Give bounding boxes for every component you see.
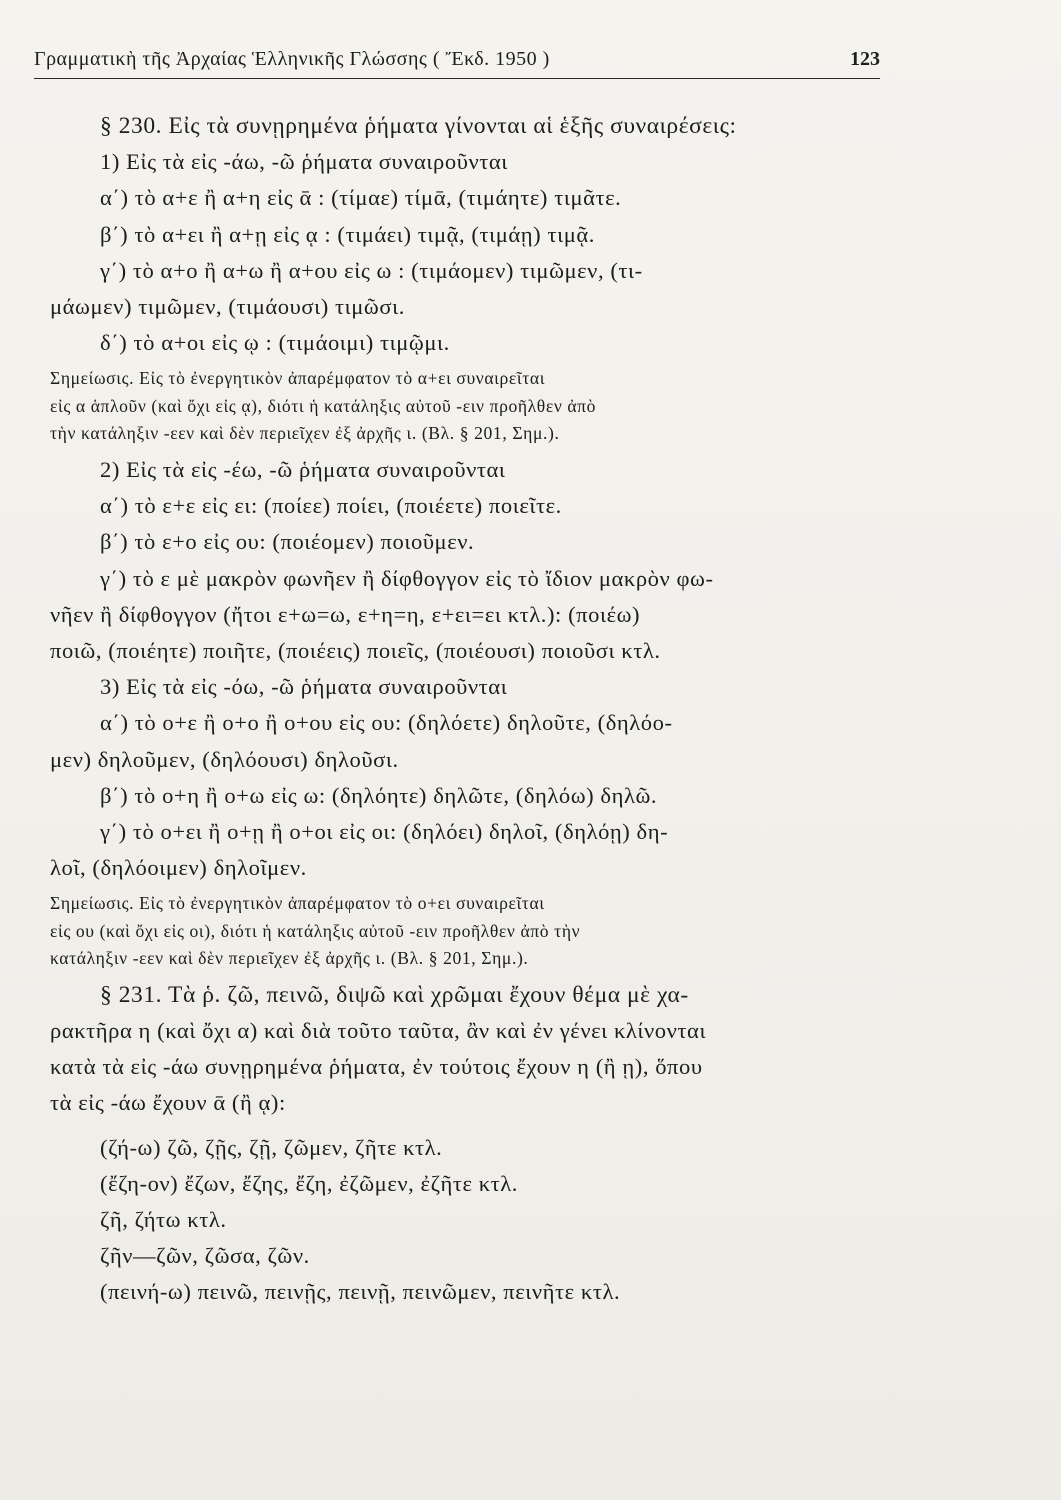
note-line: Σημείωσις. Εἰς τὸ ἐνεργητικὸν ἀπαρέμφατον τὸ α+ει συναιρεῖται [50, 368, 546, 389]
paradigm-line: ζῆν—ζῶν, ζῶσα, ζῶν. [100, 1243, 310, 1269]
text-line: μεν) δηλοῦμεν, (δηλόουσι) δηλοῦσι. [50, 746, 399, 772]
note-line: εἰς α ἁπλοῦν (καὶ ὄχι εἰς ᾳ), διότι ἡ κατάληξις αὐτοῦ -ειν προῆλθεν ἀπὸ [50, 395, 597, 416]
paradigm-line: (πεινή-ω) πεινῶ, πεινῇς, πεινῇ, πεινῶμεν, πεινῆτε κτλ. [100, 1279, 621, 1305]
text-line: α΄) τὸ ο+ε ἢ ο+ο ἢ ο+ου εἰς ου: (δηλόετε) δηλοῦτε, (δηλόο- [100, 710, 673, 736]
page-number: 123 [850, 48, 880, 70]
text-line: α΄) τὸ α+ε ἢ α+η εἰς ᾱ : (τίμαε) τίμᾱ, (τιμάητε) τιμᾶτε. [100, 185, 622, 211]
text-line: γ΄) τὸ α+ο ἢ α+ω ἢ α+ου εἰς ω : (τιμάομεν) τιμῶμεν, (τι- [100, 257, 643, 283]
text-line: β΄) τὸ ο+η ἢ ο+ω εἰς ω: (δηλόητε) δηλῶτε, (δηλόω) δηλῶ. [100, 782, 658, 808]
text-line: νῆεν ἢ δίφθογγον (ἤτοι ε+ω=ω, ε+η=η, ε+ει=ει κτλ.): (ποιέω) [50, 601, 641, 627]
section-231-heading: § 231. Τὰ ῥ. ζῶ, πεινῶ, διψῶ καὶ χρῶμαι ἔχουν θέμα μὲ χα- [100, 981, 689, 1008]
text-line: 2) Εἰς τὰ εἰς -έω, -ῶ ῥήματα συναιροῦνται [100, 456, 506, 482]
text-line: γ΄) τὸ ο+ει ἢ ο+ῃ ἢ ο+οι εἰς οι: (δηλόει) δηλοῖ, (δηλόῃ) δη- [100, 818, 669, 844]
page-body [50, 108, 890, 1311]
note-line: τὴν κατάληξιν -εεν καὶ δὲν περιεῖχεν ἐξ ἀρχῆς ι. (Βλ. § 201, Σημ.). [50, 423, 560, 444]
text-line: β΄) τὸ α+ει ἢ α+ῃ εἰς ᾳ : (τιμάει) τιμᾷ, (τιμάῃ) τιμᾷ. [100, 221, 595, 247]
text-line: μάωμεν) τιμῶμεν, (τιμάουσι) τιμῶσι. [50, 294, 405, 320]
text-line: δ΄) τὸ α+οι εἰς ῳ : (τιμάοιμι) τιμῷμι. [100, 330, 450, 356]
note-line: κατάληξιν -εεν καὶ δὲν περιεῖχεν ἐξ ἀρχῆς ι. (Βλ. § 201, Σημ.). [50, 948, 529, 969]
note-line: εἰς ου (καὶ ὄχι εἰς οι), διότι ἡ κατάληξις αὐτοῦ -ειν προῆλθεν ἀπὸ τὴν [50, 920, 581, 941]
page-header [34, 44, 880, 79]
text-line: ποιῶ, (ποιέητε) ποιῆτε, (ποιέεις) ποιεῖς, (ποιέουσι) ποιοῦσι κτλ. [50, 637, 661, 663]
text-line: 3) Εἰς τὰ εἰς -όω, -ῶ ῥήματα συναιροῦνται [100, 674, 508, 700]
text-line: κατὰ τὰ εἰς -άω συνῃρημένα ῥήματα, ἐν τούτοις ἔχουν η (ἢ ῃ), ὅπου [50, 1054, 703, 1080]
text-line: α΄) τὸ ε+ε εἰς ει: (ποίεε) ποίει, (ποιέετε) ποιεῖτε. [100, 493, 562, 519]
note-line: Σημείωσις. Εἰς τὸ ἐνεργητικὸν ἀπαρέμφατον τὸ ο+ει συναιρεῖται [50, 893, 545, 914]
section-230-heading: § 230. Εἰς τὰ συνῃρημένα ῥήματα γίνονται αἱ ἑξῆς συναιρέσεις: [100, 113, 737, 139]
text-line: λοῖ, (δηλόοιμεν) δηλοῖμεν. [50, 855, 307, 881]
text-line: β΄) τὸ ε+ο εἰς ου: (ποιέομεν) ποιοῦμεν. [100, 529, 475, 555]
paradigm-line: (ζή-ω) ζῶ, ζῇς, ζῇ, ζῶμεν, ζῆτε κτλ. [100, 1134, 443, 1160]
text-line: 1) Εἰς τὰ εἰς -άω, -ῶ ῥήματα συναιροῦνται [100, 149, 508, 175]
running-title: Γραμματικὴ τῆς Ἀρχαίας Ἑλληνικῆς Γλώσσης ( Ἔκδ. 1950 ) [34, 48, 550, 70]
paradigm-line: ζῆ, ζήτω κτλ. [100, 1207, 227, 1233]
text-line: τὰ εἰς -άω ἔχουν ᾱ (ἢ ᾳ): [50, 1090, 286, 1116]
text-line: ρακτῆρα η (καὶ ὄχι α) καὶ διὰ τοῦτο ταῦτα, ἂν καὶ ἐν γένει κλίνονται [50, 1018, 707, 1044]
paradigm-line: (ἔζη-ον) ἔζων, ἔζης, ἔζη, ἐζῶμεν, ἐζῆτε κτλ. [100, 1170, 518, 1196]
text-line: γ΄) τὸ ε μὲ μακρὸν φωνῆεν ἢ δίφθογγον εἰς τὸ ἴδιον μακρὸν φω- [100, 565, 714, 591]
